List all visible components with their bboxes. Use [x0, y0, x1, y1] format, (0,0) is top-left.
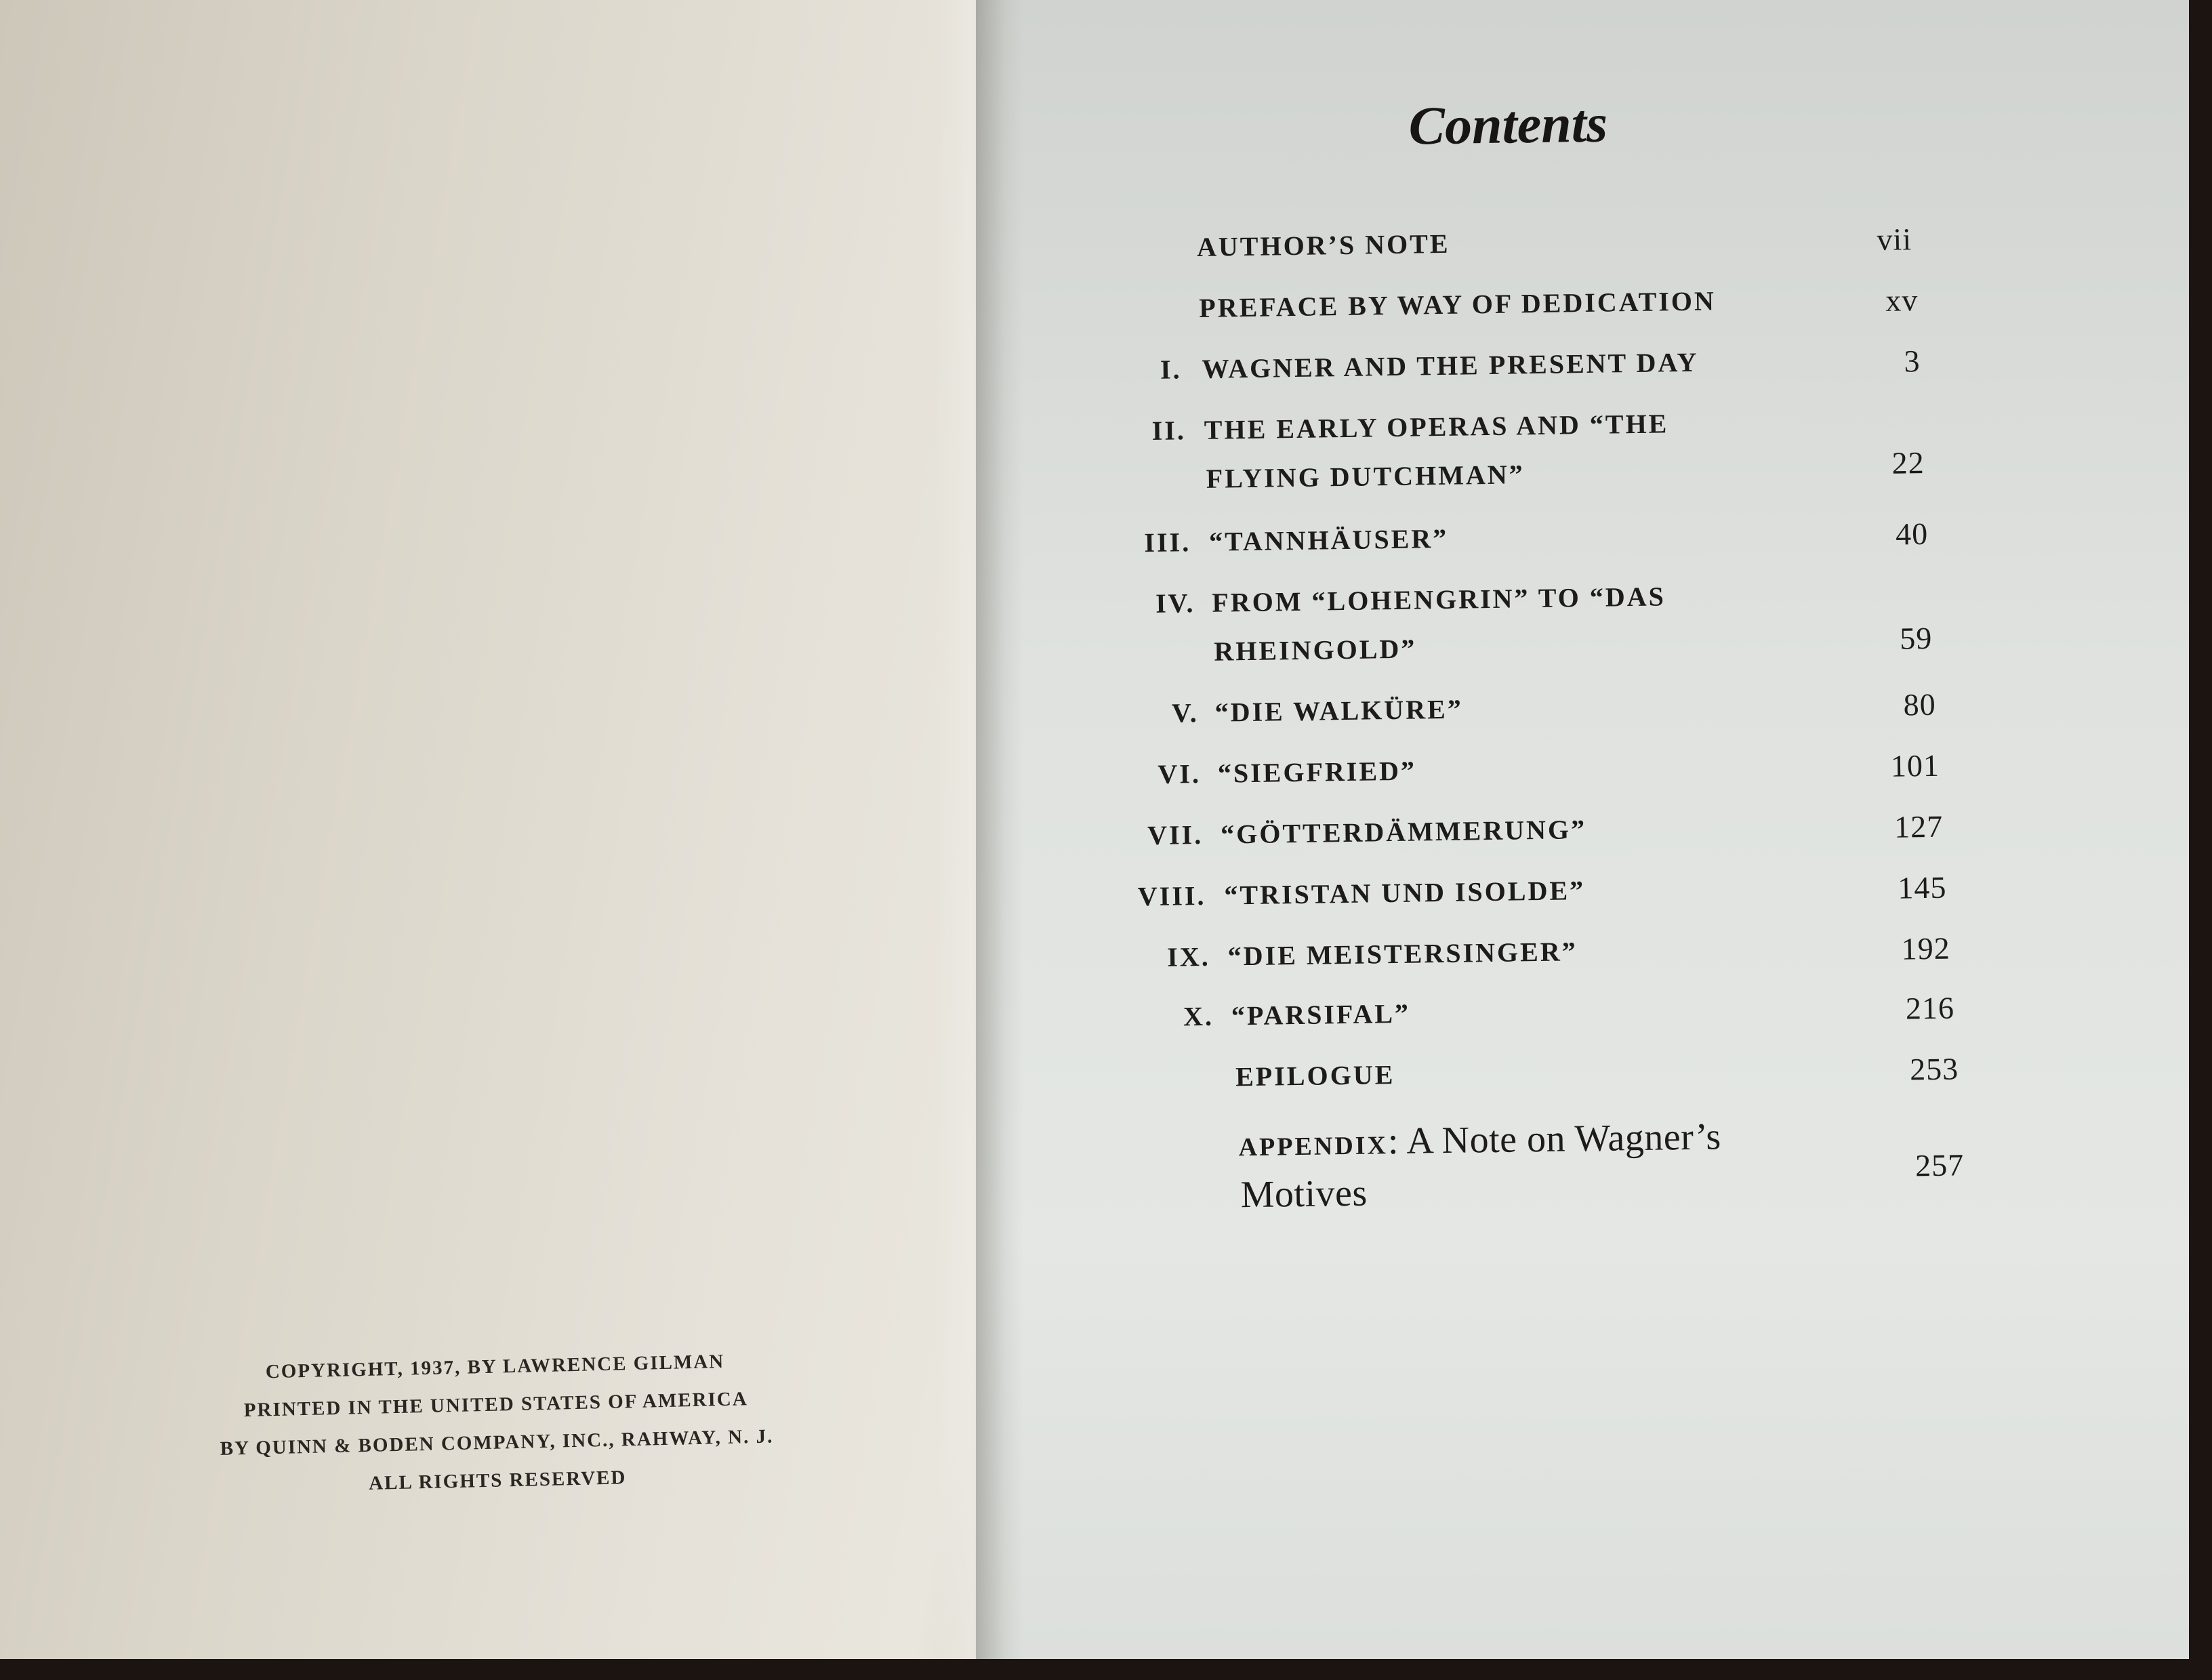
toc-entry-number: IX.	[1166, 941, 1211, 972]
toc-entry-page: 40	[1895, 516, 1929, 552]
toc-entry-label: “DIE WALKÜRE”	[1214, 693, 1464, 728]
toc-entry-label: PREFACE BY WAY OF DEDICATION	[1199, 285, 1717, 323]
toc-entry	[0, 278, 2207, 350]
toc-entry-label-continued: RHEINGOLD”	[1214, 633, 1417, 667]
toc-entry-page: 253	[1909, 1051, 1959, 1087]
toc-entry-number: VI.	[1158, 758, 1202, 790]
toc-entry	[1, 743, 2212, 815]
colophon-line: ALL RIGHTS RESERVED	[368, 1467, 627, 1494]
toc-entry	[0, 512, 2211, 583]
toc-entry	[3, 865, 2212, 937]
toc-entry	[0, 217, 2206, 289]
toc-entry-page: 101	[1890, 747, 1940, 783]
toc-entry-number: III.	[1144, 527, 1191, 558]
toc-entry	[5, 986, 2212, 1058]
toc-entry-label: FROM “LOHENGRIN” TO “DAS	[1212, 581, 1666, 618]
toc-entry-number: VII.	[1147, 819, 1204, 851]
toc-entry	[0, 339, 2208, 411]
toc-entry	[2, 804, 2212, 876]
toc-entry-page: 216	[1905, 990, 1955, 1026]
toc-entry-label-continued: Motives	[1240, 1172, 1368, 1216]
toc-entry-number: X.	[1183, 1000, 1214, 1032]
toc-entry-number: VIII.	[1137, 880, 1206, 912]
toc-entry-number: II.	[1151, 415, 1187, 446]
toc-entry-number: IV.	[1155, 588, 1195, 619]
toc-entry-page: 192	[1901, 930, 1950, 966]
toc-entry-label: “SIEGFRIED”	[1217, 755, 1417, 789]
toc-entry-page: 257	[1914, 1147, 1965, 1183]
colophon-line: BY QUINN & BODEN COMPANY, INC., RAHWAY, N. J.	[220, 1425, 774, 1460]
toc-entry	[4, 926, 2212, 998]
colophon-line: COPYRIGHT, 1937, BY LAWRENCE GILMAN	[265, 1350, 725, 1383]
toc-entry-label: “TANNHÄUSER”	[1208, 523, 1449, 557]
toc-entry-label: WAGNER AND THE PRESENT DAY	[1202, 346, 1699, 384]
toc-entry-page: 127	[1893, 808, 1944, 844]
toc-entry-page: 145	[1898, 869, 1947, 905]
toc-entry-label-rest: : A Note on Wagner’s	[1387, 1115, 1722, 1163]
toc-entry-label: “DIE MEISTERSINGER”	[1227, 936, 1578, 972]
toc-entry-label: “GÖTTERDÄMMERUNG”	[1220, 814, 1587, 850]
toc-entry-page: xv	[1885, 283, 1919, 318]
toc-entry-number: V.	[1171, 697, 1199, 729]
toc-entry-label: THE EARLY OPERAS AND “THE	[1204, 408, 1669, 445]
toc-entry-page: 80	[1903, 687, 1936, 722]
contents-title: Contents	[1408, 94, 1608, 157]
toc-entry	[0, 400, 2209, 494]
toc-entry-page: vii	[1877, 222, 1912, 257]
toc-entry-label-prefix: APPENDIX	[1238, 1131, 1389, 1162]
toc-entry-page: 59	[1899, 620, 1933, 656]
toc-entry	[1, 682, 2212, 754]
toc-entry-label: EPILOGUE	[1235, 1059, 1395, 1092]
toc-entry-label: “TRISTAN UND ISOLDE”	[1224, 875, 1586, 911]
toc-entry-page: 22	[1891, 445, 1925, 480]
toc-entry-label: AUTHOR’S NOTE	[1196, 228, 1450, 262]
toc-entry-number: I.	[1160, 354, 1182, 385]
toc-entry-label: “PARSIFAL”	[1231, 998, 1411, 1031]
toc-entry	[0, 573, 2211, 667]
colophon-line: PRINTED IN THE UNITED STATES OF AMERICA	[243, 1388, 749, 1422]
toc-entry-label-continued: FLYING DUTCHMAN”	[1206, 459, 1525, 494]
toc-entry-label	[1238, 1115, 1721, 1165]
toc-entry-page: 3	[1904, 344, 1921, 379]
